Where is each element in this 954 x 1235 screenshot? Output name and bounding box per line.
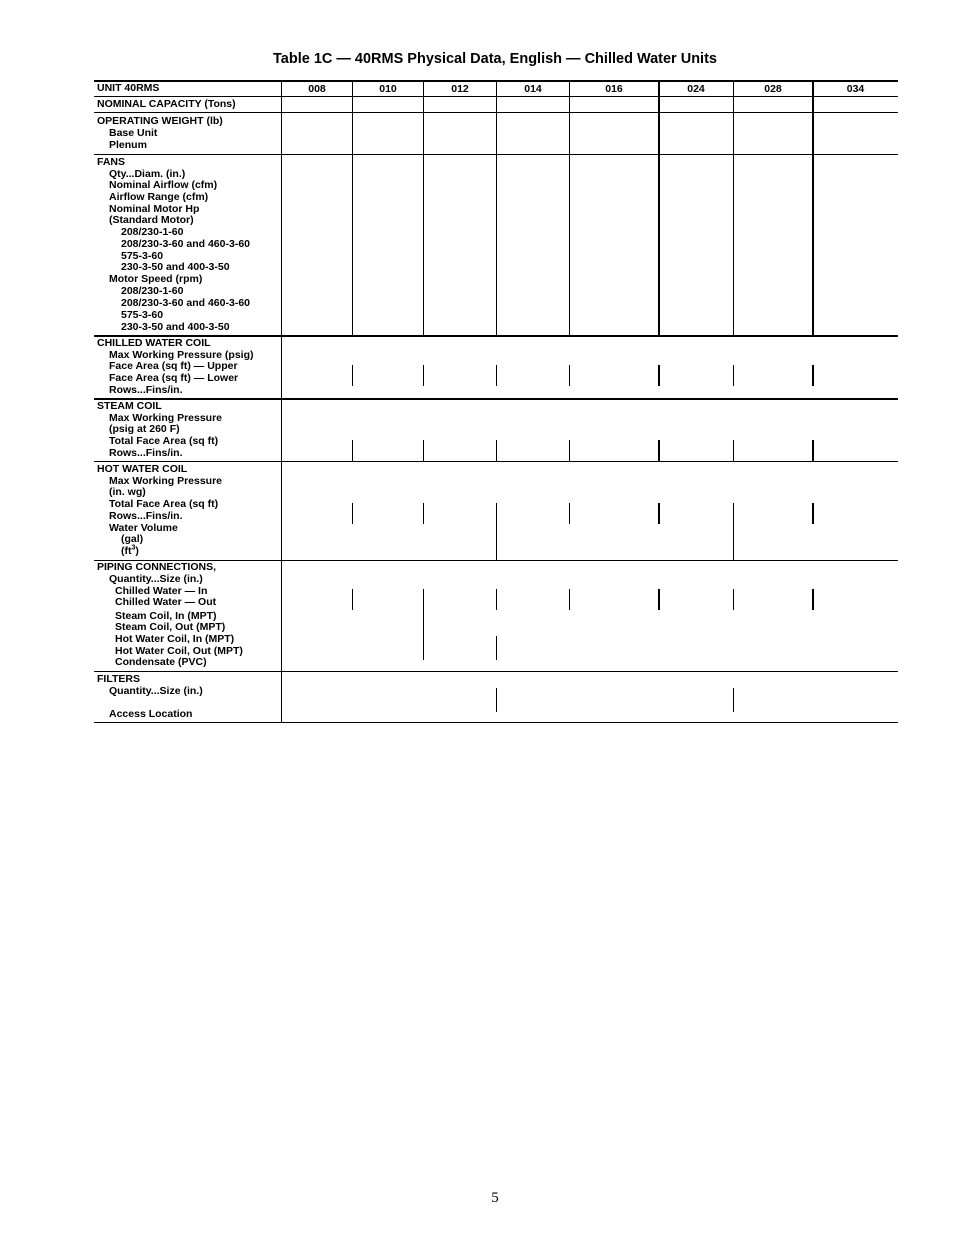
row-label: 575-3-60 bbox=[121, 309, 164, 321]
col-tick bbox=[569, 589, 570, 610]
row-label: Hot Water Coil, In (MPT) bbox=[115, 633, 235, 645]
col-tick bbox=[812, 365, 814, 386]
row-label: 230-3-50 and 400-3-50 bbox=[121, 261, 230, 273]
unit-text-close: ) bbox=[135, 545, 139, 557]
row-label: 230-3-50 and 400-3-50 bbox=[121, 321, 230, 333]
rule-chilled bbox=[94, 398, 898, 400]
row-label: Face Area (sq ft) — Lower bbox=[109, 372, 239, 384]
col-tick bbox=[423, 365, 424, 386]
row-label: Max Working Pressure bbox=[109, 412, 223, 424]
row-label: Plenum bbox=[109, 139, 147, 151]
row-label: Max Working Pressure (psig) bbox=[109, 349, 254, 361]
row-label: Quantity...Size (in.) bbox=[109, 573, 203, 585]
row-label: Rows...Fins/in. bbox=[109, 447, 183, 459]
row-label: Total Face Area (sq ft) bbox=[109, 498, 219, 510]
row-label: Condensate (PVC) bbox=[115, 656, 207, 668]
col-tick bbox=[733, 688, 734, 712]
label-divider bbox=[281, 81, 282, 723]
rule-piping bbox=[94, 671, 898, 672]
row-label: 208/230-1-60 bbox=[121, 285, 184, 297]
page-number: 5 bbox=[491, 1190, 499, 1206]
col-divider bbox=[733, 81, 734, 336]
row-label: 208/230-3-60 and 460-3-60 bbox=[121, 238, 250, 250]
section-heading: CHILLED WATER COIL bbox=[97, 337, 211, 349]
row-label: 208/230-1-60 bbox=[121, 226, 184, 238]
unit-text: (ft bbox=[121, 545, 132, 557]
col-divider bbox=[569, 81, 570, 336]
column-header-010: 010 bbox=[379, 83, 397, 95]
row-label: Chilled Water — In bbox=[115, 585, 208, 597]
row-label: Motor Speed (rpm) bbox=[109, 273, 203, 285]
col-tick bbox=[352, 503, 353, 524]
row-label: Water Volume bbox=[109, 522, 178, 534]
col-tick bbox=[423, 503, 424, 524]
row-label: Total Face Area (sq ft) bbox=[109, 435, 219, 447]
unit-label: UNIT 40RMS bbox=[97, 82, 160, 94]
col-tick bbox=[352, 589, 353, 610]
column-header-016: 016 bbox=[605, 83, 623, 95]
col-tick bbox=[423, 589, 424, 660]
section-heading: PIPING CONNECTIONS, bbox=[97, 561, 217, 573]
row-label: Base Unit bbox=[109, 127, 158, 139]
column-header-014: 014 bbox=[524, 83, 542, 95]
row-label: 208/230-3-60 and 460-3-60 bbox=[121, 297, 250, 309]
row-label: Hot Water Coil, Out (MPT) bbox=[115, 645, 243, 657]
row-label: (gal) bbox=[121, 533, 144, 545]
row-label: Airflow Range (cfm) bbox=[109, 191, 209, 203]
row-label: (Standard Motor) bbox=[109, 214, 194, 226]
col-tick bbox=[658, 503, 660, 524]
col-tick bbox=[733, 440, 734, 461]
col-divider bbox=[496, 81, 497, 336]
row-label: Access Location bbox=[109, 708, 193, 720]
col-tick bbox=[569, 365, 570, 386]
section-heading: HOT WATER COIL bbox=[97, 463, 188, 475]
rule-bottom bbox=[94, 722, 898, 723]
col-divider bbox=[352, 81, 353, 336]
table-title: Table 1C — 40RMS Physical Data, English — Chilled Water Units bbox=[273, 51, 717, 67]
col-tick bbox=[658, 365, 660, 386]
column-header-012: 012 bbox=[451, 83, 469, 95]
section-heading: OPERATING WEIGHT (lb) bbox=[97, 115, 223, 127]
col-divider bbox=[658, 81, 660, 336]
col-divider bbox=[423, 81, 424, 336]
col-tick bbox=[733, 589, 734, 610]
col-tick bbox=[496, 589, 497, 610]
col-tick bbox=[733, 503, 734, 560]
col-tick bbox=[812, 440, 814, 461]
row-label: (in. wg) bbox=[109, 486, 146, 498]
col-tick bbox=[423, 440, 424, 461]
col-tick bbox=[496, 440, 497, 461]
column-header-028: 028 bbox=[764, 83, 782, 95]
col-tick bbox=[733, 365, 734, 386]
row-label: Max Working Pressure bbox=[109, 475, 223, 487]
row-label-cubic-feet bbox=[121, 546, 139, 558]
row-label: (psig at 260 F) bbox=[109, 423, 180, 435]
col-divider bbox=[812, 81, 814, 336]
section-heading: FILTERS bbox=[97, 673, 140, 685]
col-tick bbox=[658, 589, 660, 610]
col-tick bbox=[569, 440, 570, 461]
row-label: Face Area (sq ft) — Upper bbox=[109, 360, 238, 372]
row-label: Nominal Airflow (cfm) bbox=[109, 179, 218, 191]
row-label: Rows...Fins/in. bbox=[109, 384, 183, 396]
column-header-034: 034 bbox=[846, 83, 865, 95]
col-tick bbox=[812, 503, 814, 524]
col-tick bbox=[812, 589, 814, 610]
row-label: Quantity...Size (in.) bbox=[109, 685, 203, 697]
column-header-024: 024 bbox=[687, 83, 705, 95]
row-label: Chilled Water — Out bbox=[115, 596, 217, 608]
row-label: Steam Coil, Out (MPT) bbox=[115, 621, 226, 633]
col-tick bbox=[496, 688, 497, 712]
superscript: 3 bbox=[131, 544, 136, 552]
col-tick bbox=[496, 365, 497, 386]
col-tick bbox=[569, 503, 570, 524]
section-heading: NOMINAL CAPACITY (Tons) bbox=[97, 98, 236, 110]
row-label: Nominal Motor Hp bbox=[109, 203, 200, 215]
col-tick bbox=[496, 636, 497, 660]
section-heading: STEAM COIL bbox=[97, 400, 162, 412]
row-label: 575-3-60 bbox=[121, 250, 164, 262]
section-heading: FANS bbox=[97, 156, 126, 168]
column-header-008: 008 bbox=[308, 83, 326, 95]
row-label: Qty...Diam. (in.) bbox=[109, 168, 186, 180]
row-label: Rows...Fins/in. bbox=[109, 510, 183, 522]
rule-steam bbox=[94, 461, 898, 462]
col-tick bbox=[352, 365, 353, 386]
col-tick bbox=[496, 503, 497, 560]
col-tick bbox=[658, 440, 660, 461]
row-label: Steam Coil, In (MPT) bbox=[115, 610, 217, 622]
col-tick bbox=[352, 440, 353, 461]
